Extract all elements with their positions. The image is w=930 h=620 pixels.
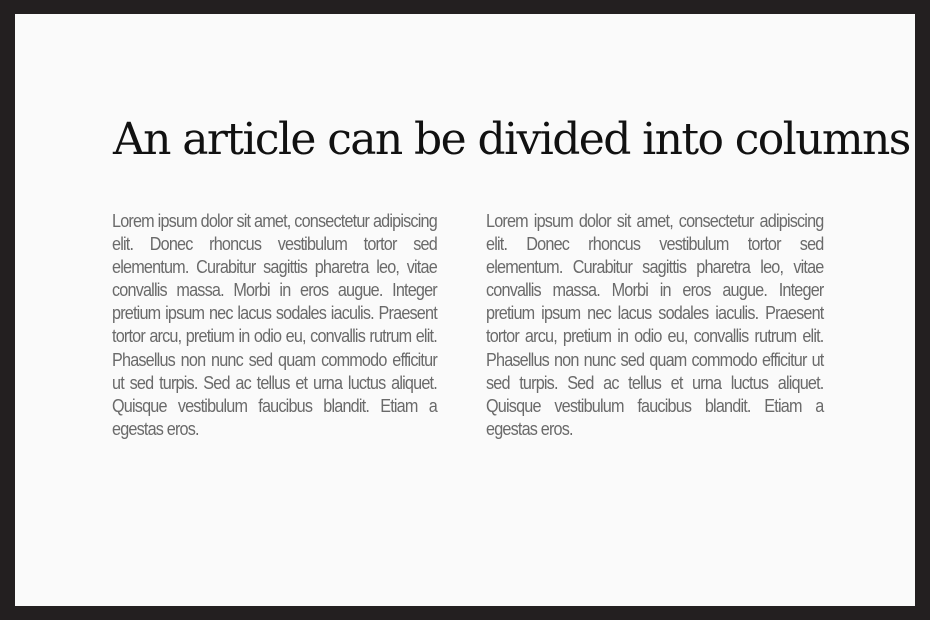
column-left: Lorem ipsum dolor sit amet, consectetur adipiscing elit. Donec rhoncus vestibulum tortor sed elementum. Curabitur sagittis pharetra leo, vitae convallis massa. Morbi in eros augue. Integer pretium ipsum nec lacus sodales iaculis. Praesent tortor arcu, pretium in odio eu, convallis rutrum elit. Phasellus non nunc sed quam commodo efficitur ut sed turpis. Sed ac tellus et urna luctus aliquet. Quisque vestibulum faucibus blandit. Etiam a egestas eros. (112, 211, 437, 439)
page (15, 14, 915, 606)
column-right: Lorem ipsum dolor sit amet, consectetur adipiscing elit. Donec rhoncus vestibulum tortor sed elementum. Curabitur sagittis pharetra leo, vitae convallis massa. Morbi in eros augue. Integer pretium ipsum nec lacus sodales iaculis. Praesent tortor arcu, pretium in odio eu, convallis rutrum elit. Phasellus non nunc sed quam commodo efficitur ut sed turpis. Sed ac tellus et urna luctus aliquet. Quisque vestibulum faucibus blandit. Etiam a egestas eros. (486, 211, 824, 439)
article-title: An article can be divided into columns (113, 114, 910, 165)
